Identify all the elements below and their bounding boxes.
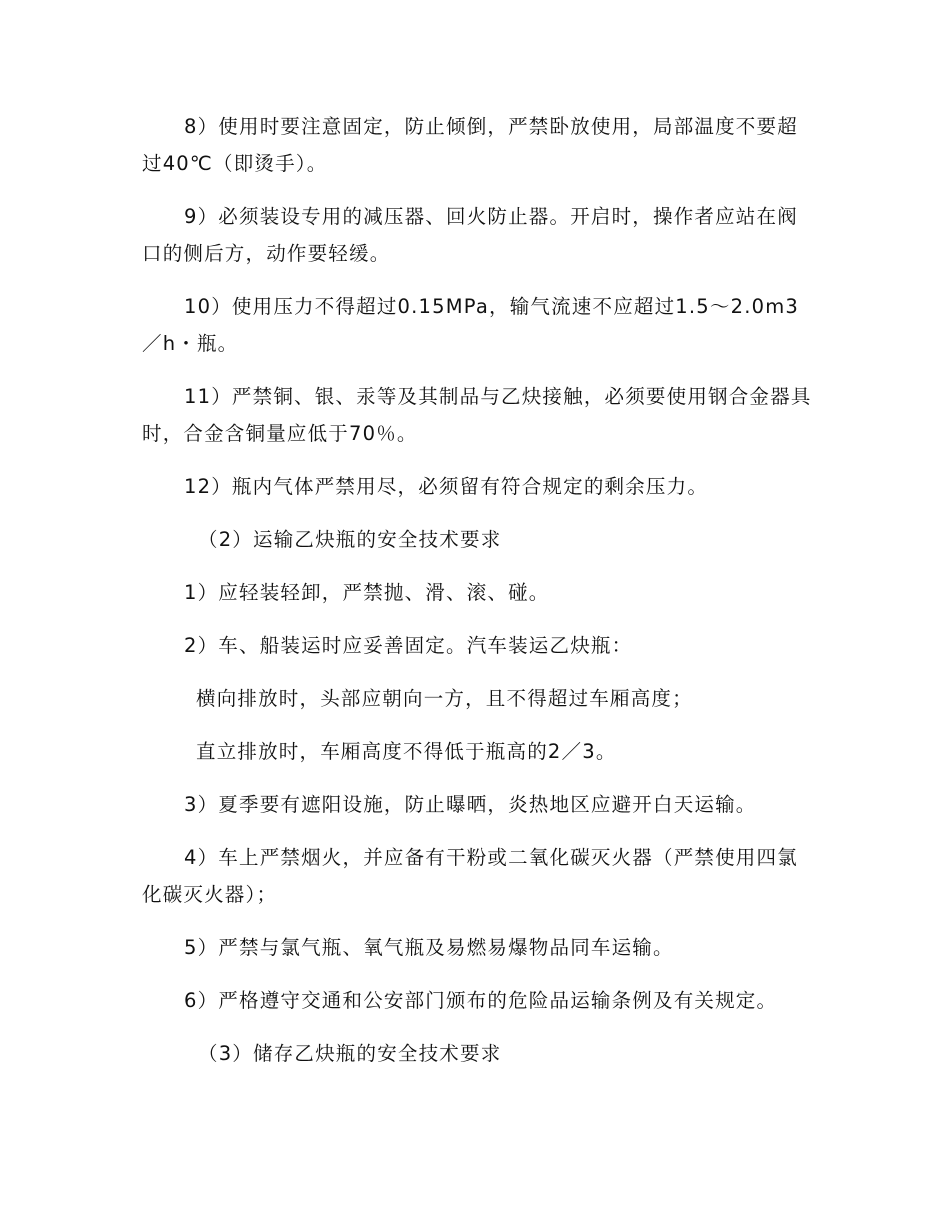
paragraph-transport-4: 4）车上严禁烟火，并应备有干粉或二氧化碳灭火器（严禁使用四氯化碳灭火器）； [142, 846, 798, 906]
paragraph-transport-6: 6）严格遵守交通和公安部门颁布的危险品运输条例及有关规定。 [184, 989, 778, 1012]
paragraph-transport-3: 3）夏季要有遮阳设施，防止曝晒，炎热地区应避开白天运输。 [184, 793, 757, 816]
paragraph-item-11: 11）严禁铜、银、汞等及其制品与乙炔接触，必须要使用钢合金器具时，合金含铜量应低于70％。 [142, 385, 812, 445]
paragraph-transport-1: 1）应轻装轻卸，严禁抛、滑、滚、碰。 [184, 581, 550, 604]
section-heading-storage: （3）储存乙炔瓶的安全技术要求 [198, 1042, 502, 1065]
paragraph-transport-2: 2）车、船装运时应妥善固定。汽车装运乙炔瓶： [184, 634, 633, 657]
paragraph-transport-5: 5）严禁与氯气瓶、氧气瓶及易燃易爆物品同车运输。 [184, 936, 674, 959]
paragraph-item-10: 10）使用压力不得超过0.15MPa，输气流速不应超过1.5～2.0m3／h・瓶。 [142, 295, 800, 355]
paragraph-item-12: 12）瓶内气体严禁用尽，必须留有符合规定的剩余压力。 [184, 475, 709, 498]
paragraph-item-8: 8）使用时要注意固定，防止倾倒，严禁卧放使用，局部温度不要超过40℃（即烫手）。 [142, 115, 798, 175]
paragraph-horizontal-placement: 横向排放时，头部应朝向一方，且不得超过车厢高度； [196, 687, 693, 710]
section-heading-transport: （2）运输乙炔瓶的安全技术要求 [198, 528, 502, 551]
paragraph-item-9: 9）必须装设专用的减压器、回火防止器。开启时，操作者应站在阀口的侧后方，动作要轻缓。 [142, 205, 798, 265]
paragraph-vertical-placement: 直立排放时，车厢高度不得低于瓶高的2／3。 [196, 740, 617, 763]
document-body [142, 108, 812, 1088]
